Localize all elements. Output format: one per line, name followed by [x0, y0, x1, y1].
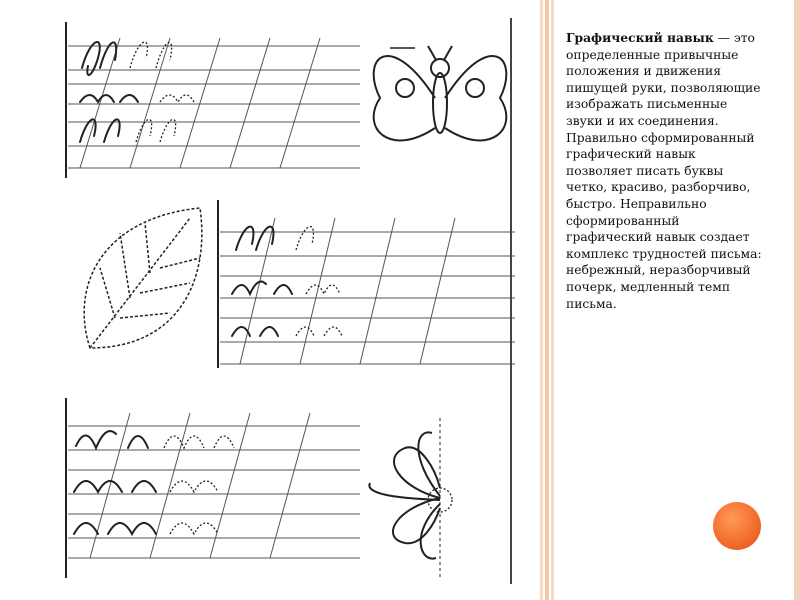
term-heading: Графический навык — [566, 30, 714, 45]
butterfly-drawing — [374, 46, 507, 140]
worksheet-border-right — [510, 18, 512, 584]
handwriting-worksheet-image — [60, 18, 515, 584]
practice-lines-block-3 — [66, 398, 360, 578]
practice-lines-block-2 — [218, 200, 515, 368]
leaf-tracing — [84, 208, 202, 348]
definition-text — [566, 30, 762, 312]
flower-drawing — [369, 418, 452, 578]
decorative-divider — [540, 0, 554, 600]
decorative-edge — [794, 0, 800, 600]
accent-circle — [713, 502, 761, 550]
definition-body: — это определенные привычные положения и движения пишущей руки, позволяющие изображать письменные звуки и их соединения. Правильно сформированный графический навык позволяет писать буквы четко, красиво, разборчиво, быстро. Неправильно сформированный графический навык создает комплекс трудностей письма: небрежный, неразборчивый почерк, медленный темп письма. — [566, 31, 762, 311]
